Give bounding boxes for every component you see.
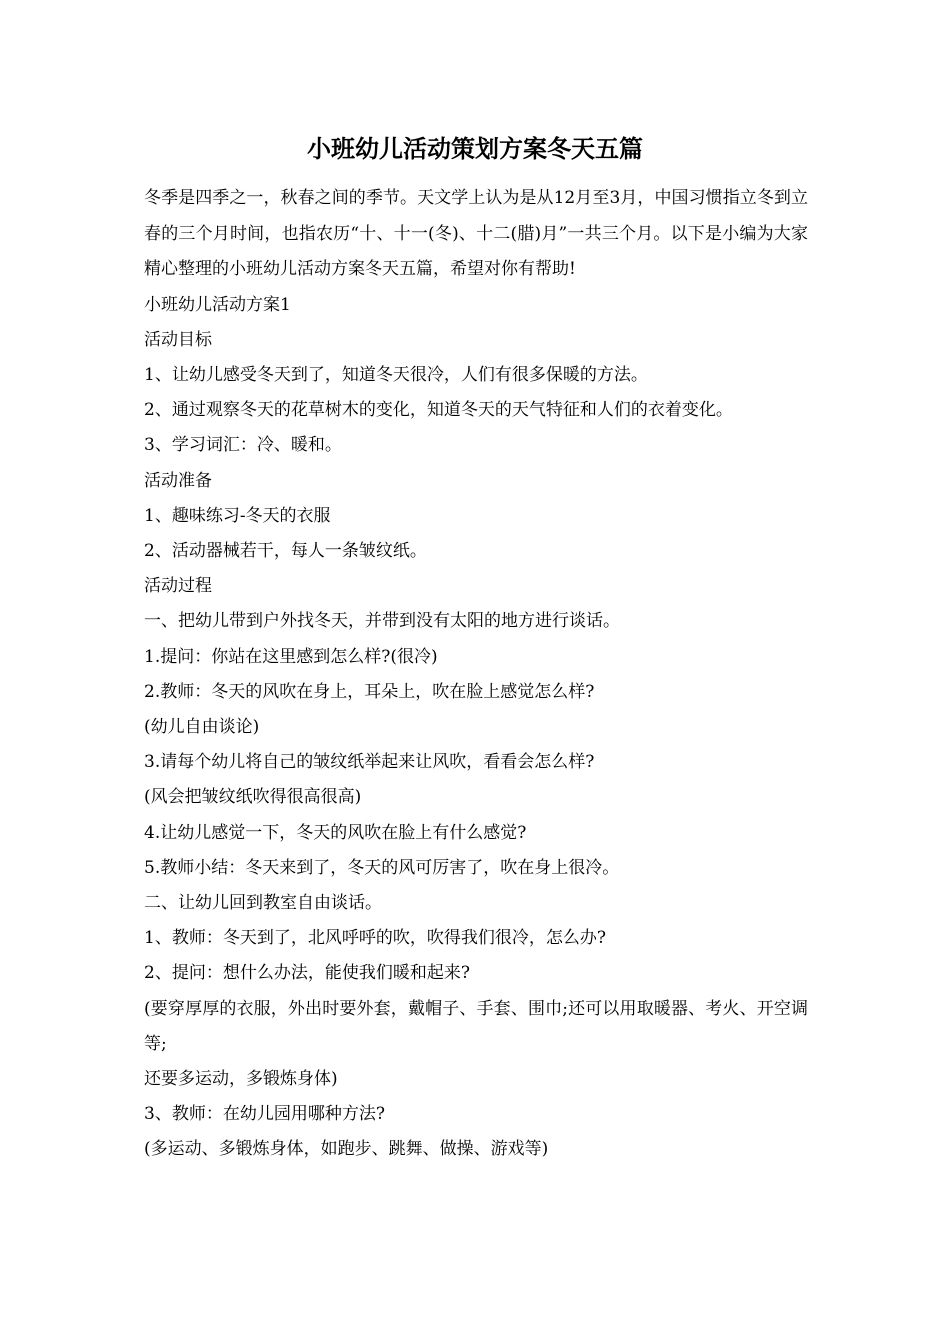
- section-heading: 小班幼儿活动方案1: [144, 294, 291, 315]
- process-line: 2.教师：冬天的风吹在身上，耳朵上，吹在脸上感觉怎么样?: [144, 681, 595, 702]
- subheading-preparation: 活动准备: [144, 470, 212, 491]
- process-line: (多运动、多锻炼身体，如跑步、跳舞、做操、游戏等): [144, 1139, 549, 1160]
- goal-item: 3、学习词汇：冷、暖和。: [144, 435, 342, 456]
- process-line: 还要多运动，多锻炼身体): [144, 1068, 338, 1089]
- subheading-process: 活动过程: [144, 576, 212, 597]
- preparation-item: 2、活动器械若干，每人一条皱纹纸。: [144, 540, 427, 561]
- process-line: 3、教师：在幼儿园用哪种方法?: [144, 1104, 385, 1125]
- process-line: 5.教师小结：冬天来到了，冬天的风可厉害了，吹在身上很冷。: [144, 857, 620, 878]
- process-line: 1.提问：你站在这里感到怎么样?(很冷): [144, 646, 438, 667]
- process-paragraph: (要穿厚厚的衣服，外出时要外套，戴帽子、手套、围巾;还可以用取暖器、考火、开空调等;: [144, 998, 808, 1054]
- process-line: (幼儿自由谈论): [144, 716, 260, 737]
- goal-item: 1、让幼儿感受冬天到了，知道冬天很冷，人们有很多保暖的方法。: [144, 364, 648, 385]
- intro-paragraph: 冬季是四季之一，秋春之间的季节。天文学上认为是从12月至3月，中国习惯指立冬到立春的三个月时间，也指农历“十、十一(冬)、十二(腊)月”一共三个月。以下是小编为大家精心整理的小班幼儿活动方案冬天五篇，希望对你有帮助!: [144, 188, 808, 279]
- goal-item: 2、通过观察冬天的花草树木的变化，知道冬天的天气特征和人们的衣着变化。: [144, 400, 733, 421]
- process-step: 二、让幼儿回到教室自由谈话。: [144, 892, 382, 913]
- process-line: (风会把皱纹纸吹得很高很高): [144, 787, 362, 808]
- process-line: 4.让幼儿感觉一下，冬天的风吹在脸上有什么感觉?: [144, 822, 527, 843]
- process-step: 一、把幼儿带到户外找冬天，并带到没有太阳的地方进行谈话。: [144, 611, 620, 632]
- subheading-goals: 活动目标: [144, 329, 212, 350]
- process-line: 1、教师：冬天到了，北风呼呼的吹，吹得我们很冷，怎么办?: [144, 928, 606, 949]
- process-line: 3.请每个幼儿将自己的皱纹纸举起来让风吹，看看会怎么样?: [144, 752, 595, 773]
- document-title: 小班幼儿活动策划方案冬天五篇: [307, 134, 643, 163]
- process-line: 2、提问：想什么办法，能使我们暖和起来?: [144, 963, 470, 984]
- preparation-item: 1、趣味练习-冬天的衣服: [144, 505, 331, 526]
- document-body: [144, 181, 808, 1168]
